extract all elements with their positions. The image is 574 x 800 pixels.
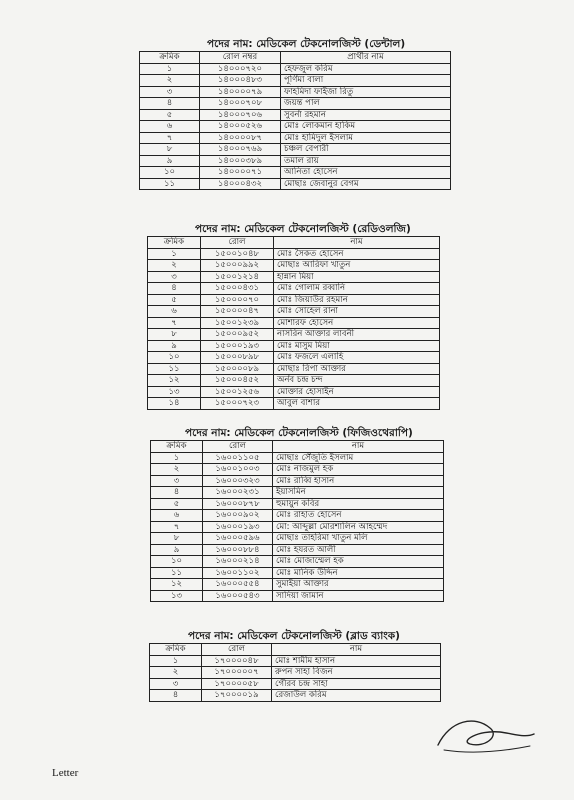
cell-name: অর্নব চন্দ্র চন্দ [274, 375, 440, 387]
table-physiotherapy [150, 440, 444, 602]
table-row [150, 655, 441, 667]
table-row [148, 375, 440, 387]
cell-name: মোঃ জিয়াউর রহমান [274, 294, 440, 306]
cell-name: মোঃ নাজমুল হক [273, 464, 444, 476]
cell-name: পূর্ণিমা বালা [281, 75, 451, 87]
cell-roll: ১৪০০০৭২০ [200, 63, 281, 75]
cell-serial: ১ [150, 655, 202, 667]
cell-roll: ১৬০০০২৩১ [203, 487, 273, 499]
header-serial: ক্রমিক [140, 52, 200, 64]
cell-serial: ৬ [140, 121, 200, 133]
cell-roll: ১৬০০০১৯৩ [203, 521, 273, 533]
cell-name: জয়ন্ত পাল [281, 98, 451, 110]
cell-roll: ১৭০০০০০৭ [202, 667, 272, 679]
cell-roll: ১৬০০১০০৩ [203, 464, 273, 476]
cell-name: মোঃ মাসুম মিয়া [274, 340, 440, 352]
table-row [148, 317, 440, 329]
cell-name: সাদিয়া জামান [273, 590, 444, 602]
cell-serial: ১১ [148, 363, 201, 375]
header-serial: ক্রমিক [151, 441, 203, 453]
paper-size-label: Letter [52, 767, 79, 779]
section-title-physiotherapy: পদের নাম: মেডিকেল টেকনোলজিস্ট (ফিজিওথেরাপি) [185, 427, 413, 439]
cell-serial: ৬ [151, 510, 203, 522]
section-title-blood-bank: পদের নাম: মেডিকেল টেকনোলজিস্ট (ব্লাড ব্যাংক) [188, 630, 400, 642]
cell-roll: ১৫০০০০৪৭ [201, 306, 274, 318]
cell-roll: ১৪০০০৩৮৯ [200, 155, 281, 167]
table-row [148, 283, 440, 295]
cell-serial: ২ [140, 75, 200, 87]
cell-serial: ১২ [151, 579, 203, 591]
table-row [148, 386, 440, 398]
table-body-blood-bank [150, 655, 441, 701]
cell-serial: ১ [148, 248, 201, 260]
cell-serial: ৮ [148, 329, 201, 341]
cell-roll: ১৪০০০৭০৮ [200, 98, 281, 110]
cell-serial: ৫ [151, 498, 203, 510]
cell-serial: ৩ [151, 475, 203, 487]
table-row [151, 487, 444, 499]
cell-serial: ১ [151, 452, 203, 464]
cell-serial: ৪ [148, 283, 201, 295]
table-row [148, 271, 440, 283]
cell-serial: ৪ [150, 690, 202, 702]
cell-name: ফাহমিদা ফাইজা রিতু [281, 86, 451, 98]
table-row [148, 260, 440, 272]
table-row [151, 498, 444, 510]
cell-name: মো: আব্দুল্লা মোরশালিন আহম্মেদ [273, 521, 444, 533]
cell-roll: ১৬০০০৫৯৬ [203, 533, 273, 545]
cell-name: রেজাউল করিম [272, 690, 441, 702]
cell-roll: ১৬০০০৯০২ [203, 510, 273, 522]
cell-roll: ১৬০০০৮৮৪ [203, 544, 273, 556]
cell-name: মোশারফ হোসেন [274, 317, 440, 329]
cell-name: রুপন সাহা বিজন [272, 667, 441, 679]
table-row [140, 109, 451, 121]
cell-serial: ৮ [151, 533, 203, 545]
table-blood-bank [149, 643, 441, 702]
table-header-row [140, 52, 451, 64]
header-serial: ক্রমিক [150, 644, 202, 656]
cell-serial: ১০ [151, 556, 203, 568]
cell-serial: ৩ [150, 678, 202, 690]
cell-name: মোঃ রাহাত হোসেন [273, 510, 444, 522]
table-row [148, 340, 440, 352]
cell-name: মোঃ রাব্বি হাসান [273, 475, 444, 487]
cell-roll: ১৬০০০৫৫৪ [203, 579, 273, 591]
cell-serial: ৫ [148, 294, 201, 306]
signature-mark [430, 700, 540, 760]
table-row [140, 63, 451, 75]
table-row [148, 248, 440, 260]
header-roll: রোল নম্বর [200, 52, 281, 64]
table-row [148, 352, 440, 364]
table-row [140, 155, 451, 167]
table-body-physiotherapy [151, 452, 444, 602]
cell-roll: ১৬০০১১০২ [203, 567, 273, 579]
cell-roll: ১৪০০০৪৮৩ [200, 75, 281, 87]
table-row [151, 452, 444, 464]
cell-roll: ১৬০০১১০৫ [203, 452, 273, 464]
cell-name: মোঃ গোলাম রব্বানি [274, 283, 440, 295]
table-dental [139, 51, 451, 190]
cell-roll: ১৪০০০০৭৯ [200, 86, 281, 98]
table-row [140, 132, 451, 144]
cell-roll: ১৫০০১২১৪ [201, 271, 274, 283]
cell-serial: ৩ [148, 271, 201, 283]
cell-name: মোঃ হযরত আলী [273, 544, 444, 556]
table-row [151, 533, 444, 545]
cell-roll: ১৪০০০০৮৭ [200, 132, 281, 144]
cell-name: চঞ্চল বেপারী [281, 144, 451, 156]
table-row [151, 510, 444, 522]
table-row [151, 475, 444, 487]
table-header-row [151, 441, 444, 453]
cell-serial: ৬ [148, 306, 201, 318]
cell-name: ইয়াসমিন [273, 487, 444, 499]
cell-name: নাসরিন আক্তার লাবনী [274, 329, 440, 341]
cell-serial: ২ [148, 260, 201, 272]
cell-name: মোছাঃ রিপা আক্তার [274, 363, 440, 375]
cell-serial: ১২ [148, 375, 201, 387]
table-row [151, 590, 444, 602]
cell-name: মোঃ মানিক উদ্দিন [273, 567, 444, 579]
cell-roll: ১৭০০০০৫৮ [202, 678, 272, 690]
cell-roll: ১৭০০০০৪৮ [202, 655, 272, 667]
cell-roll: ১৫০০০০৮৯ [201, 363, 274, 375]
cell-serial: ৭ [140, 132, 200, 144]
table-body-radiology [148, 248, 440, 409]
table-body-dental [140, 63, 451, 190]
cell-roll: ১৪০০০০৭১ [200, 167, 281, 179]
cell-roll: ১৪০০০৫২৬ [200, 121, 281, 133]
cell-serial: ৯ [140, 155, 200, 167]
cell-roll: ১৫০০০৪৩১ [201, 283, 274, 295]
cell-name: হেফজুল করিম [281, 63, 451, 75]
section-title-dental: পদের নাম: মেডিকেল টেকনোলজিস্ট (ডেন্টাল) [207, 38, 406, 50]
table-row [148, 306, 440, 318]
cell-serial: ১১ [151, 567, 203, 579]
table-row [150, 667, 441, 679]
cell-roll: ১৫০০০১৯৩ [201, 340, 274, 352]
table-row [140, 121, 451, 133]
cell-name: মোঃ মোজাম্মেল হক [273, 556, 444, 568]
cell-serial: ৩ [140, 86, 200, 98]
cell-name: তমাল রায় [281, 155, 451, 167]
cell-serial: ৮ [140, 144, 200, 156]
cell-name: মোঃ সৈকত হোসেন [274, 248, 440, 260]
cell-serial: ৪ [151, 487, 203, 499]
cell-name: আনিতা হোসেন [281, 167, 451, 179]
cell-name: গৌরব চন্দ্র সাহা [272, 678, 441, 690]
cell-roll: ১৫০০১২৩৯ [201, 317, 274, 329]
cell-roll: ১৫০০০০৭০ [201, 294, 274, 306]
cell-serial: ১৩ [151, 590, 203, 602]
table-row [140, 144, 451, 156]
cell-serial: ১০ [148, 352, 201, 364]
table-row [151, 579, 444, 591]
table-row [148, 329, 440, 341]
header-name: নাম [272, 644, 441, 656]
header-serial: ক্রমিক [148, 237, 201, 249]
cell-name: মোছাঃ তাহরিমা খাতুন মলি [273, 533, 444, 545]
header-name: নাম [274, 237, 440, 249]
cell-name: সুমাইয়া আক্তার [273, 579, 444, 591]
cell-serial: ১১ [140, 178, 200, 190]
table-header-row [148, 237, 440, 249]
cell-name: হুমায়ুন কবির [273, 498, 444, 510]
table-row [151, 521, 444, 533]
cell-name: আবুল বাশার [274, 398, 440, 410]
table-row [140, 86, 451, 98]
cell-roll: ১৬০০০৮৭৮ [203, 498, 273, 510]
table-row [151, 567, 444, 579]
table-row [150, 678, 441, 690]
cell-name: সুবর্না রহমান [281, 109, 451, 121]
cell-serial: ১৪ [148, 398, 201, 410]
cell-roll: ১৪০০০৭০৬ [200, 109, 281, 121]
cell-name: মোঃ সোহেল রানা [274, 306, 440, 318]
cell-serial: ৯ [151, 544, 203, 556]
cell-name: মোঃ শামীম হাসান [272, 655, 441, 667]
table-row [151, 464, 444, 476]
cell-name: মোঃ হামিদুল ইসলাম [281, 132, 451, 144]
cell-roll: ১৫০০১২৫৬ [201, 386, 274, 398]
cell-roll: ১৪০০০৭৬৯ [200, 144, 281, 156]
cell-roll: ১৫০০০৪৫২ [201, 375, 274, 387]
cell-roll: ১৬০০০২১৪ [203, 556, 273, 568]
table-row [148, 363, 440, 375]
cell-serial: ২ [151, 464, 203, 476]
table-row [140, 167, 451, 179]
table-row [151, 544, 444, 556]
header-roll: রোল [201, 237, 274, 249]
table-row [140, 98, 451, 110]
table-row [148, 294, 440, 306]
header-name: নাম [273, 441, 444, 453]
cell-serial: ১০ [140, 167, 200, 179]
cell-name: মোঃ ফজলে এলাহি [274, 352, 440, 364]
cell-name: হান্নান মিয়া [274, 271, 440, 283]
cell-serial: ৯ [148, 340, 201, 352]
cell-serial: ৭ [148, 317, 201, 329]
cell-roll: ১৬০০০৫৪৩ [203, 590, 273, 602]
cell-serial: ১ [140, 63, 200, 75]
table-header-row [150, 644, 441, 656]
cell-roll: ১৫০০০৭২৩ [201, 398, 274, 410]
table-row [140, 178, 451, 190]
cell-roll: ১৬০০০৩২৩ [203, 475, 273, 487]
cell-roll: ১৭০০০০১৯ [202, 690, 272, 702]
header-roll: রোল [202, 644, 272, 656]
cell-roll: ১৫০০০৮৯৮ [201, 352, 274, 364]
cell-roll: ১৫০০১০৪৮ [201, 248, 274, 260]
cell-roll: ১৫০০০৯৯২ [201, 260, 274, 272]
cell-roll: ১৪০০০৪৩২ [200, 178, 281, 190]
cell-serial: ২ [150, 667, 202, 679]
cell-serial: ৭ [151, 521, 203, 533]
cell-name: মোছাঃ আরিফা খাতুন [274, 260, 440, 272]
header-roll: রোল [203, 441, 273, 453]
section-title-radiology: পদের নাম: মেডিকেল টেকনোলজিস্ট (রেডিওলজি) [195, 223, 411, 235]
cell-name: মোছাঃ জেবানুর বেগম [281, 178, 451, 190]
table-radiology [147, 236, 440, 410]
cell-serial: ৫ [140, 109, 200, 121]
cell-name: মোঃ লোকমান হাকিম [281, 121, 451, 133]
header-name: প্রার্থীর নাম [281, 52, 451, 64]
table-row [148, 398, 440, 410]
cell-serial: ৪ [140, 98, 200, 110]
cell-serial: ১৩ [148, 386, 201, 398]
table-row [151, 556, 444, 568]
cell-name: মোছাঃ সেঁজুতি ইসলাম [273, 452, 444, 464]
table-row [140, 75, 451, 87]
table-row [150, 690, 441, 702]
cell-roll: ১৫০০০৯৫২ [201, 329, 274, 341]
cell-name: মোক্তার হোসাইন [274, 386, 440, 398]
